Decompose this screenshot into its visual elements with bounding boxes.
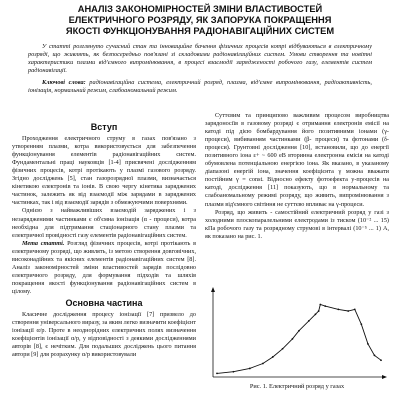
keywords-text: радіонавігаційна система, електричний розряд, плазма, від'ємне випромінювання, радіоактивність, іонізація, нормальний режим, слабоаномальний режим. [28,79,372,94]
curve-point [380,359,382,361]
curve-point [347,310,349,312]
curve-point [318,310,320,312]
curve-point [360,323,362,325]
goal-paragraph [12,240,196,296]
curve-point [249,368,251,370]
paragraph: Класичне дослідження процесу іонізації [7] призвело до створення універсального виразу, за яким легко визначити коефіцієнт іонізації α/p. Проте в неоднорідних електричних полях визначення коефіцієнтів іонізації α/p, у відповідності з деякими дослідженнями авторів [8], є нечітким. Для подальших досліджень цього питання автори [9] для розрахунку α/p використовували [12,311,196,359]
curve-point [292,338,294,340]
goal-text: Розгляд фізичних процесів, котрі протікають в електричному розряді, що живлять, із метою створення довговічних, високонадійних та якісних елементів радіонавігаційних систем [8]. Аналіз закономірностей зміни властивостей зарядів послідовно електричного розряду, для формування підходів та шляхів покращення якості функціонування радіонавігаційних систем в цілому. [12,239,197,295]
title-line: ЯКОСТІ ФУНКЦІОНУВАННЯ РАДІОНАВІГАЦІЙНИХ СИСТЕМ [65,26,335,36]
keywords [28,79,372,95]
paragraph: Однією з найважливіших взаємодій заряджених і з незарядженими частинками є об'ємна іонізація (α - процеси), котра необхідна для підтримання стаціонарного стану плазми та електричної провідності газу елементів радіонавігаційних систем. [12,207,196,239]
curve-point [216,372,218,374]
title-line: ЕЛЕКТРИЧНОГО РОЗРЯДУ, ЯК ЗАПОРУКА ПОКРАЩЕННЯ [68,15,332,25]
title-line: АНАЛІЗ ЗАКОНОМІРНОСТЕЙ ЗМІНИ ВЛАСТИВОСТЕЙ [77,4,323,14]
main-heading: Основна частина [65,297,143,308]
curve-point [315,313,317,315]
figure-caption: Рис. 1. Електричний розряд у газах [249,383,345,390]
curve-point [262,363,264,365]
intro-heading: Вступ [90,122,118,132]
paragraph: Проходження електричного струму в газах пов'язано з утворенням плазми, котра використовується для забезпечення функціонування елементів радіонавігаційних систем. Фундаментальні праці науковців [1-4] присвячені дослідженням фізичних процесів, котрі протікають у плазмі газового розряду. Згідно досліджень [5], стан газорозрядної плазми, визначається кінетикою електронів та іонів. В свою чергу кінетика заряджених частинок, залежить як від взаємодії між зарядами в заряджених частинках, так і від взаємодії зарядів з обмежуючими поверхнями. [12,135,196,207]
discharge-figure [205,285,389,383]
paragraph: Розряд, що живить - самостійний електричний розряд у газі з холодними плоскопаралельними електродами із тиском (10⁻² ... 15) кПа робочого газу та розрядному струмові в інтервалі (10⁻⁵ ... 1) А, як показано на рис. 1. [205,208,389,240]
paragraph: Суттєвим та принципово важливим процесом виробництва зарядоносіїв в газовому розряді є отримання електронів емісії на катоді під дією бомбардування його позитивними іонами (γ-процеси), вибиванням частинками (β- процеси) та фотонами (δ- процеси). Грунтовні дослідження [10], встановили, що до енергії позитивного іона ε+ ~ 600 еВ вторинна електронна емісія на катоді обумовлена потенціальною енергією іона. Як вказано, в указаному діапазоні енергій іона, значення коефіцієнта γ можна вважати постійним γ = const. Відносно ефекту фотоефекта у-процесів на катоді, дослідження [11] показують, що в нормальному та слабоаномальному режимі розряду, що живить, випромінювання з плазми від'ємного світіння не суттєво впливає на γ-процеси. [205,112,389,208]
keywords-label: Ключові слова: [42,79,86,86]
abstract: У статті розглянуто сучасний стан та інновацийне бачення фізичних процесів котрі відбуваються в електричному розряді, що живлять, як безпосередньо пов'язані зі складовими радіонавігаційних систем. Умови створення та новітні характеристики плазми від'ємного випромінювання, в процесі взаємодії зарядженості робочого газу, елементів систем радіонавігації. [28,43,372,74]
curve-point [298,330,300,332]
curve-point [319,304,321,306]
curve-point [282,348,284,350]
right-column [205,112,389,241]
x-axis-arrow [382,375,387,379]
y-axis-arrow [211,287,215,292]
curve-group [216,304,382,375]
left-column [12,120,196,359]
curve-point [324,305,326,307]
paper-title [24,4,376,37]
discharge-curve [217,305,381,374]
curve-point [233,371,235,373]
curve-point [308,320,310,322]
goal-label: Мета статті. [22,239,65,247]
curve-point [367,343,369,345]
curve-point [374,354,376,356]
curve-point [272,356,274,358]
curve-point [337,309,339,311]
curve-point [354,309,356,311]
